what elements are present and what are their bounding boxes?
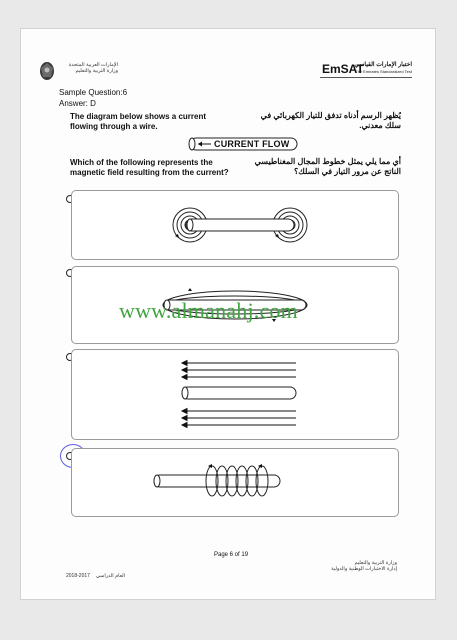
intro-ar-line1: يُظهر الرسم أدناه تدفق للتيار الكهربائي في (260, 111, 401, 120)
watermark: www.almanahj.com (119, 298, 298, 323)
ministry-ar-line1: الإمارات العربية المتحدة (68, 62, 118, 68)
footer-page: Page 6 of 19 (214, 552, 249, 558)
option-a-diagram (72, 191, 398, 259)
header-rule (320, 77, 412, 78)
emsat-en: The Emirates Standardized Test (355, 69, 412, 74)
footer-year: 2018-2017 (66, 573, 90, 579)
intro-en-line2: flowing through a wire. (70, 122, 158, 131)
prompt-en-line2: magnetic field resulting from the current? (70, 168, 229, 177)
prompt-en-line1: Which of the following represents the (70, 158, 213, 167)
option-c-diagram (72, 350, 398, 439)
emsat-ar: اختبار الإمارات القياسي (354, 62, 412, 68)
option-d-box[interactable] (71, 448, 399, 517)
footer-year-ar: العام الدراسي (96, 573, 126, 579)
ministry-ar-line2: وزارة التربية والتعليم (75, 68, 118, 74)
option-a-box[interactable] (71, 190, 399, 260)
footer-ministry-ar: وزارة التربية والتعليم (354, 560, 397, 566)
intro-en-line1: The diagram below shows a current (70, 112, 207, 121)
intro-ar-line2: سلك معدني. (359, 121, 401, 130)
prompt-ar-line1: أي مما يلي يمثل خطوط المجال المغناطيسي (254, 157, 401, 166)
current-flow-diagram (186, 137, 301, 151)
prompt-ar-line2: الناتج عن مرور التيار في السلك؟ (293, 167, 401, 176)
sample-question: Sample Question:6 (59, 88, 128, 97)
emsat-brand: EmSAT (322, 62, 364, 76)
current-flow-label: CURRENT FLOW (214, 138, 290, 149)
uae-emblem-icon (38, 60, 56, 87)
option-c-box[interactable] (71, 349, 399, 440)
emsat-logo (322, 60, 412, 78)
option-d-diagram (72, 449, 398, 516)
answer-text: Answer: D (59, 99, 96, 108)
footer-dept-ar: إدارة الاختبارات الوطنية والدولية (331, 566, 397, 572)
